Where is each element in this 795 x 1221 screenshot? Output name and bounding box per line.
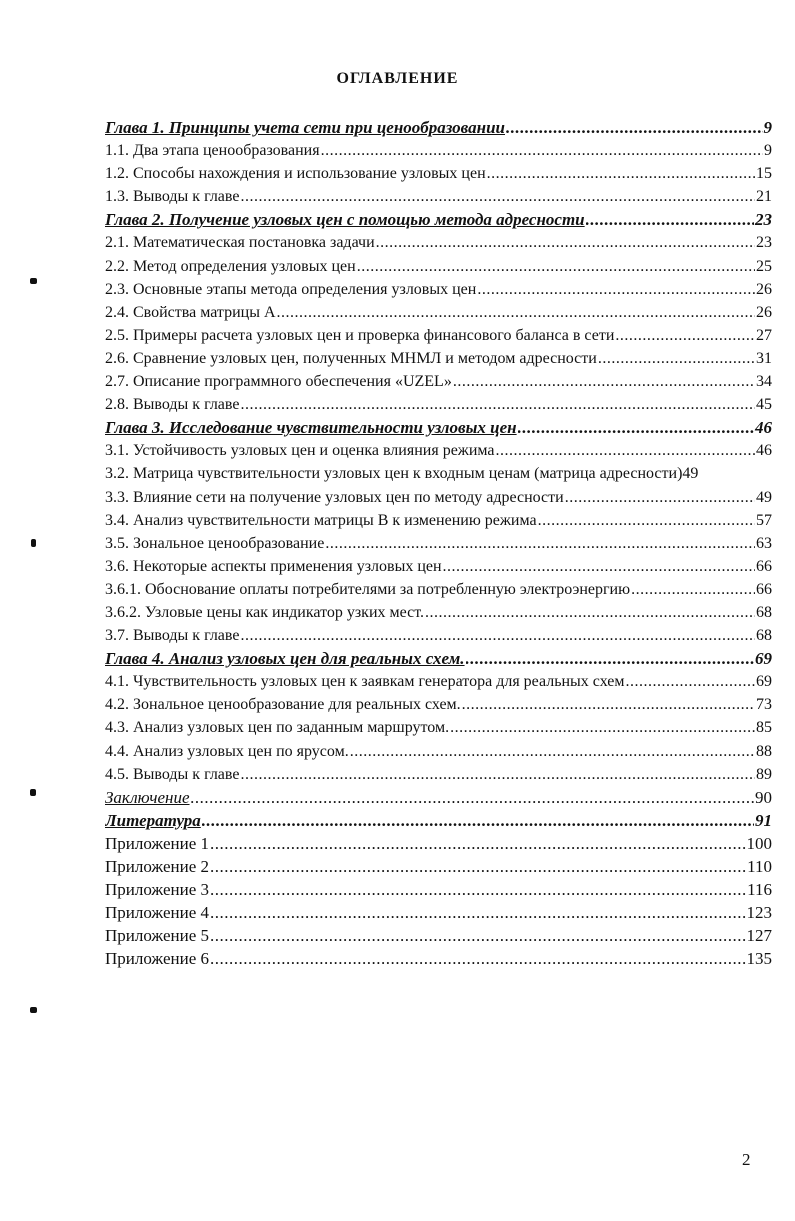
toc-entry-4-3[interactable] [105,716,772,739]
entry-page: 23 [755,210,772,230]
toc-entry-3-6-2[interactable] [105,601,772,624]
binding-mark-4 [28,1005,38,1015]
dot-leader [487,162,755,185]
entry-title: Заключение [105,787,190,807]
entry-title: Приложение 5 [105,926,209,946]
entry-title: 2.3. Основные этапы метода определения узловых цен [105,280,477,298]
dot-leader [210,878,746,901]
entry-title: 2.7. Описание программного обеспечения «UZEL» [105,373,452,391]
entry-title: Глава 3. Исследование чувствительности узловых цен [105,418,517,438]
dot-leader [443,555,755,578]
entry-page: 100 [746,833,772,853]
dot-leader [496,439,755,462]
dot-leader [210,901,746,924]
entry-page: 26 [756,303,772,321]
entry-page: 49 [756,488,772,506]
toc-entry-2-7[interactable] [105,370,772,393]
dot-leader [210,855,746,878]
dot-leader [631,578,755,601]
entry-page: 66 [756,557,772,575]
toc-entry-chapter-3[interactable] [105,416,772,439]
toc-entry-literature[interactable] [105,809,772,832]
entry-title: 3.1. Устойчивость узловых цен и оценка влияния режима [105,442,495,460]
entry-page: 69 [756,673,772,691]
toc-entry-1-3[interactable] [105,185,772,208]
dot-leader [240,393,755,416]
toc-entry-appendix-6[interactable] [105,947,772,970]
entry-title: 3.7. Выводы к главе [105,627,240,645]
entry-page: 25 [756,257,772,275]
toc-entry-appendix-1[interactable] [105,832,772,855]
entry-page: 127 [746,926,772,946]
dot-leader [210,947,746,970]
entry-page: 46 [755,418,772,438]
entry-title: 4.5. Выводы к главе [105,765,240,783]
dot-leader [626,670,755,693]
toc-entry-1-1[interactable] [105,139,772,162]
entry-title: 4.3. Анализ узловых цен по заданным маршрутом. [105,719,450,737]
entry-page: 26 [756,280,772,298]
dot-leader [538,509,755,532]
entry-title: 1.1. Два этапа ценообразования [105,142,320,160]
entry-page: 27 [756,326,772,344]
binding-mark-1 [28,276,38,286]
dot-leader [325,532,755,555]
entry-page: 15 [756,165,772,183]
dot-leader [518,416,754,439]
toc-entry-3-4[interactable] [105,509,772,532]
entry-title: Литература [105,810,201,830]
toc-entry-chapter-4[interactable] [105,647,772,670]
toc-entry-1-2[interactable] [105,162,772,185]
entry-title: 3.4. Анализ чувствительности матрицы B к изменению режима [105,511,537,529]
entry-page: 63 [756,534,772,552]
toc-entry-3-2[interactable] [105,462,772,485]
entry-page: 57 [756,511,772,529]
entry-page: 91 [755,810,772,830]
entry-page: 66 [756,580,772,598]
dot-leader [210,924,746,947]
entry-page: 9 [764,142,772,160]
toc-entry-2-4[interactable] [105,301,772,324]
entry-title: 1.3. Выводы к главе [105,188,240,206]
entry-page: 46 [756,442,772,460]
dot-leader [240,624,755,647]
entry-page: 49 [682,465,699,483]
toc-entry-2-1[interactable] [105,231,772,254]
entry-title: 1.2. Способы нахождения и использование узловых цен [105,165,486,183]
entry-title: 2.5. Примеры расчета узловых цен и проверка финансового баланса в сети [105,326,615,344]
dot-leader [466,647,754,670]
toc-entry-conclusion[interactable] [105,786,772,809]
entry-page: 9 [763,118,772,137]
entry-page: 135 [746,949,772,969]
toc-entry-2-2[interactable] [105,255,772,278]
entry-page: 116 [747,880,772,900]
toc-entry-3-1[interactable] [105,439,772,462]
dot-leader [321,139,763,162]
toc-entry-appendix-5[interactable] [105,924,772,947]
entry-page: 85 [756,719,772,737]
dot-leader [598,347,755,370]
entry-title: 3.6.2. Узловые цены как индикатор узких мест. [105,603,425,621]
entry-page: 69 [755,649,772,669]
toc-entry-appendix-3[interactable] [105,878,772,901]
entry-page: 73 [756,696,772,714]
entry-title: 3.2. Матрица чувствительности узловых цен к входным ценам (матрица адресности) [105,465,683,483]
toc-entry-chapter-2[interactable] [105,208,772,231]
dot-leader [210,832,746,855]
toc-entry-4-4[interactable] [105,740,772,763]
dot-leader [615,324,755,347]
dot-leader [357,255,755,278]
toc-entry-2-5[interactable] [105,324,772,347]
dot-leader [350,740,755,763]
entry-page: 68 [756,627,772,645]
entry-title: Глава 2. Получение узловых цен с помощью метода адресности [105,210,585,230]
toc-entry-2-8[interactable] [105,393,772,416]
entry-title: 3.5. Зональное ценообразование [105,534,325,552]
entry-page: 23 [756,234,772,252]
entry-page: 90 [755,787,772,807]
entry-title: 4.1. Чувствительность узловых цен к заявкам генератора для реальных схем [105,673,625,691]
entry-title: Глава 4. Анализ узловых цен для реальных схем. [105,649,465,669]
entry-title: 4.2. Зональное ценообразование для реальных схем. [105,696,461,714]
toc-entry-4-5[interactable] [105,763,772,786]
table-of-contents [105,116,772,970]
entry-title: Приложение 3 [105,880,209,900]
toc-entry-3-7[interactable] [105,624,772,647]
dot-leader [450,716,755,739]
binding-mark-2 [28,538,38,548]
entry-title: 3.6.1. Обоснование оплаты потребителями за потребленную электроэнергию [105,580,631,598]
toc-entry-3-6-1[interactable] [105,578,772,601]
page-number: 2 [742,1150,751,1169]
entry-title: 3.3. Влияние сети на получение узловых цен по методу адресности [105,488,564,506]
dot-leader [506,116,763,139]
dot-leader [586,208,754,231]
dot-leader [240,185,755,208]
entry-page: 110 [747,857,772,876]
entry-title: 4.4. Анализ узловых цен по ярусом. [105,742,349,760]
page-title: ОГЛАВЛЕНИЕ [336,70,459,87]
entry-page: 45 [756,396,772,414]
toc-entry-3-6[interactable] [105,555,772,578]
entry-title: 2.1. Математическая постановка задачи [105,234,375,252]
entry-title: Приложение 2 [105,857,209,876]
toc-entry-3-5[interactable] [105,532,772,555]
entry-title: Приложение 6 [105,949,209,969]
dot-leader [477,278,755,301]
toc-entry-2-3[interactable] [105,278,772,301]
dot-leader [462,693,755,716]
dot-leader [565,486,755,509]
entry-title: Приложение 1 [105,833,209,853]
entry-title: 3.6. Некоторые аспекты применения узловых цен [105,557,442,575]
dot-leader [425,601,755,624]
entry-page: 88 [756,742,772,760]
entry-title: 2.8. Выводы к главе [105,396,240,414]
entry-title: Приложение 4 [105,903,209,923]
dot-leader [202,809,754,832]
toc-entry-chapter-1[interactable] [105,116,772,139]
toc-entry-appendix-4[interactable] [105,901,772,924]
binding-mark-3 [28,787,38,797]
entry-title: Глава 1. Принципы учета сети при ценообразовании [105,118,505,137]
entry-page: 123 [746,903,772,923]
dot-leader [277,301,755,324]
entry-title: 2.6. Сравнение узловых цен, полученных МНМЛ и методом адресности [105,349,597,367]
dot-leader [453,370,755,393]
entry-title: 2.4. Свойства матрицы А [105,303,276,321]
toc-entry-appendix-2[interactable] [105,855,772,878]
entry-page: 34 [756,373,772,391]
entry-page: 21 [756,188,772,206]
dot-leader [240,763,755,786]
toc-entry-3-3[interactable] [105,486,772,509]
entry-page: 31 [756,349,772,367]
toc-entry-4-2[interactable] [105,693,772,716]
toc-entry-2-6[interactable] [105,347,772,370]
entry-page: 89 [756,765,772,783]
toc-entry-4-1[interactable] [105,670,772,693]
dot-leader [191,786,754,809]
entry-title: 2.2. Метод определения узловых цен [105,257,356,275]
dot-leader [376,231,755,254]
entry-page: 68 [756,603,772,621]
